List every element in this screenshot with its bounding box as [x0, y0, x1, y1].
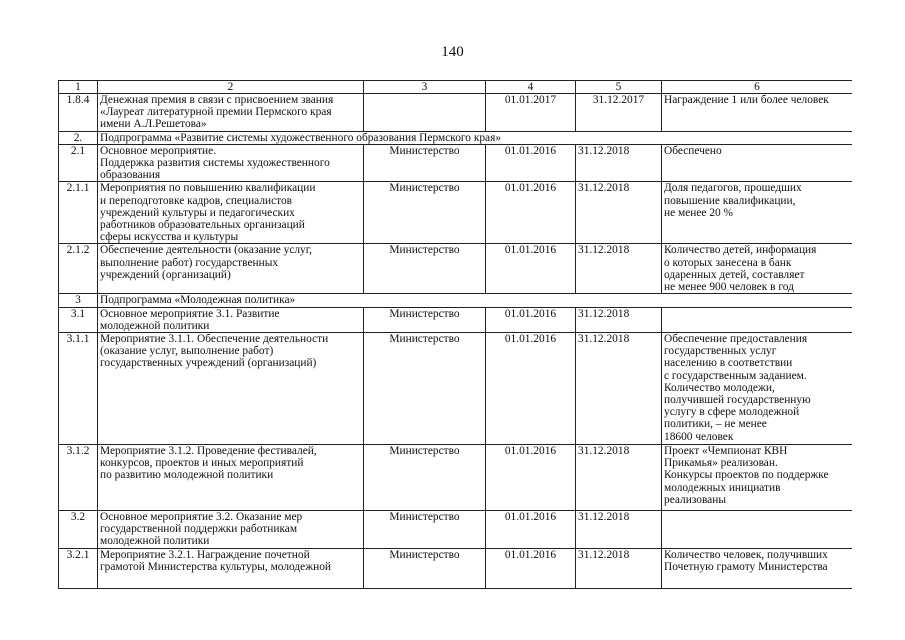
header-cell: 4 [486, 81, 576, 94]
table-body [59, 81, 853, 589]
row-number: 1.8.4 [59, 94, 98, 132]
row-executor: Министерство [364, 307, 486, 332]
table-row [59, 333, 853, 445]
section-title: Подпрограмма «Развитие системы художественного образования Пермского края» [98, 131, 853, 144]
row-result [662, 511, 853, 549]
row-executor: Министерство [364, 182, 486, 244]
row-number: 3.1.2 [59, 445, 98, 511]
header-cell: 5 [576, 81, 662, 94]
row-end-date: 31.12.2018 [576, 244, 662, 294]
header-cell: 3 [364, 81, 486, 94]
row-title: Основное мероприятие. Поддержка развития системы художественного образования [98, 144, 364, 182]
row-result: Количество детей, информация о которых занесена в банк одаренных детей, составляет не менее 900 человек в год [662, 244, 853, 294]
row-start-date: 01.01.2016 [486, 511, 576, 549]
row-start-date: 01.01.2016 [486, 144, 576, 182]
row-end-date: 31.12.2018 [576, 549, 662, 589]
table-row [59, 549, 853, 589]
row-start-date: 01.01.2016 [486, 244, 576, 294]
table-row [59, 244, 853, 294]
row-number: 3.1 [59, 307, 98, 332]
row-result [662, 307, 853, 332]
row-start-date: 01.01.2016 [486, 333, 576, 445]
document-sheet [58, 80, 852, 640]
row-title: Основное мероприятие 3.2. Оказание мер государственной поддержки работникам молодежной политики [98, 511, 364, 549]
section-row [59, 131, 853, 144]
row-title: Мероприятие 3.1.1. Обеспечение деятельности (оказание услуг, выполнение работ) государственных учреждений (организаций) [98, 333, 364, 445]
row-result: Обеспечено [662, 144, 853, 182]
row-number: 3 [59, 294, 98, 307]
row-start-date: 01.01.2016 [486, 182, 576, 244]
row-result: Обеспечение предоставления государственных услуг населению в соответствии с государственным заданием. Количество молодежи, получившей государственную услугу в сфере молодежной политики, – не менее 18600 человек [662, 333, 853, 445]
row-number: 3.2.1 [59, 549, 98, 589]
row-title: Мероприятие 3.2.1. Награждение почетной грамотой Министерства культуры, молодежной [98, 549, 364, 589]
row-executor: Министерство [364, 333, 486, 445]
row-executor [364, 94, 486, 132]
row-executor: Министерство [364, 511, 486, 549]
section-row [59, 294, 853, 307]
row-end-date: 31.12.2018 [576, 144, 662, 182]
row-number: 2. [59, 131, 98, 144]
row-title: Мероприятие 3.1.2. Проведение фестивалей, конкурсов, проектов и иных мероприятий по развитию молодежной политики [98, 445, 364, 511]
table-row [59, 144, 853, 182]
row-number: 2.1.2 [59, 244, 98, 294]
row-end-date: 31.12.2018 [576, 511, 662, 549]
row-result: Доля педагогов, прошедших повышение квалификации, не менее 20 % [662, 182, 853, 244]
row-executor: Министерство [364, 445, 486, 511]
table-row [59, 182, 853, 244]
row-start-date: 01.01.2016 [486, 549, 576, 589]
section-title: Подпрограмма «Молодежная политика» [98, 294, 853, 307]
row-result: Проект «Чемпионат КВН Прикамья» реализован. Конкурсы проектов по поддержке молодежных инициатив реализованы [662, 445, 853, 511]
row-number: 2.1 [59, 144, 98, 182]
row-end-date: 31.12.2018 [576, 333, 662, 445]
row-end-date: 31.12.2018 [576, 307, 662, 332]
table-row [59, 511, 853, 549]
row-executor: Министерство [364, 549, 486, 589]
page-number: 140 [441, 44, 464, 60]
header-cell: 6 [662, 81, 853, 94]
row-start-date: 01.01.2016 [486, 445, 576, 511]
row-end-date: 31.12.2018 [576, 445, 662, 511]
row-title: Основное мероприятие 3.1. Развитие молодежной политики [98, 307, 364, 332]
row-number: 3.2 [59, 511, 98, 549]
row-result: Награждение 1 или более человек [662, 94, 853, 132]
row-start-date: 01.01.2016 [486, 307, 576, 332]
table-row [59, 94, 853, 132]
row-end-date: 31.12.2018 [576, 182, 662, 244]
row-title: Обеспечение деятельности (оказание услуг, выполнение работ) государственных учреждений (организаций) [98, 244, 364, 294]
row-executor: Министерство [364, 244, 486, 294]
row-number: 3.1.1 [59, 333, 98, 445]
row-executor: Министерство [364, 144, 486, 182]
header-cell: 2 [98, 81, 364, 94]
table-row [59, 307, 853, 332]
header-row [59, 81, 853, 94]
row-title: Денежная премия в связи с присвоением звания «Лауреат литературной премии Пермского края имени А.Л.Решетова» [98, 94, 364, 132]
header-cell: 1 [59, 81, 98, 94]
row-end-date: 31.12.2017 [576, 94, 662, 132]
row-result: Количество человек, получивших Почетную грамоту Министерства [662, 549, 853, 589]
row-title: Мероприятия по повышению квалификации и переподготовке кадров, специалистов учреждений культуры и педагогических работников образовательных организаций сферы искусства и культуры [98, 182, 364, 244]
table-row [59, 445, 853, 511]
plan-table [58, 80, 852, 589]
row-start-date: 01.01.2017 [486, 94, 576, 132]
row-number: 2.1.1 [59, 182, 98, 244]
